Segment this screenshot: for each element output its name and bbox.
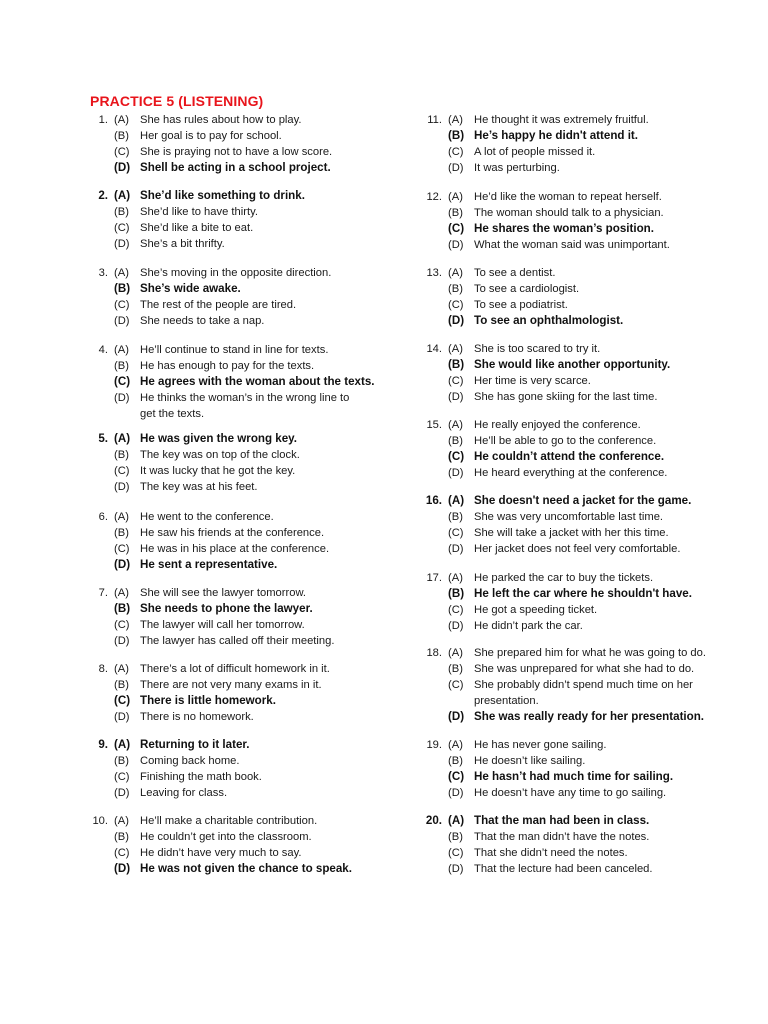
answer-option [420, 509, 750, 525]
option-text: The rest of the people are tired. [140, 299, 297, 311]
option-text: He parked the car to buy the tickets. [474, 572, 654, 584]
answer-option [86, 236, 416, 252]
option-text: She was really ready for her presentation. [474, 710, 705, 723]
option-text: She needs to phone the lawyer. [140, 602, 313, 615]
answer-option [86, 541, 416, 557]
option-text: She’d like to have thirty. [140, 206, 258, 218]
question-15 [420, 417, 750, 481]
answer-option [86, 479, 416, 495]
option-text: He’ll make a charitable contribution. [140, 815, 318, 827]
option-letter: (B) [448, 435, 463, 447]
option-text: He agrees with the woman about the texts. [140, 375, 375, 388]
answer-option-correct [86, 601, 416, 617]
option-letter: (A) [114, 432, 131, 445]
page-title: PRACTICE 5 (LISTENING) [90, 93, 264, 109]
question-10 [86, 813, 416, 877]
question-number: 11. [427, 114, 442, 126]
option-letter: (A) [448, 647, 463, 659]
option-continuation [86, 406, 416, 422]
question-1 [86, 112, 416, 176]
option-text: He went to the conference. [140, 511, 274, 523]
option-letter: (A) [448, 343, 463, 355]
option-letter: (B) [448, 831, 463, 843]
option-text: To see a cardiologist. [474, 283, 580, 295]
option-letter: (B) [114, 602, 131, 615]
option-letter: (D) [448, 314, 465, 327]
question-number: 15. [426, 419, 442, 431]
option-letter: (D) [114, 315, 130, 327]
question-number: 9. [98, 738, 108, 751]
answer-option-correct [86, 160, 416, 176]
option-letter: (A) [448, 494, 465, 507]
answer-option [420, 829, 750, 845]
option-text: He was in his place at the conference. [140, 543, 330, 555]
answer-option [86, 769, 416, 785]
option-text: That she didn’t need the notes. [474, 847, 628, 859]
option-letter: (A) [114, 114, 129, 126]
question-number: 2. [98, 189, 108, 202]
answer-option-correct [420, 221, 750, 237]
option-letter: (A) [448, 572, 463, 584]
answer-option [420, 861, 750, 877]
answer-option [420, 281, 750, 297]
question-number: 10. [92, 815, 108, 827]
option-letter: (D) [114, 711, 130, 723]
option-text: She will take a jacket with her this time. [474, 527, 669, 539]
option-letter: (C) [114, 771, 130, 783]
answer-option [86, 709, 416, 725]
option-text: The key was at his feet. [140, 481, 258, 493]
option-text: There are not very many exams in it. [140, 679, 322, 691]
question-number: 5. [98, 432, 108, 445]
option-continuation [420, 693, 750, 709]
option-letter: (A) [114, 511, 129, 523]
option-letter: (C) [448, 146, 464, 158]
answer-option [420, 465, 750, 481]
answer-option [420, 785, 750, 801]
option-text: He left the car where he shouldn't have. [474, 587, 692, 600]
option-text: He sent a representative. [140, 558, 278, 571]
answer-option [86, 447, 416, 463]
option-letter: (B) [448, 587, 465, 600]
answer-option [86, 220, 416, 236]
option-letter: (D) [114, 392, 130, 404]
option-letter: (B) [448, 207, 463, 219]
option-text: He has never gone sailing. [474, 739, 607, 751]
option-letter: (C) [114, 222, 130, 234]
option-text: There’s a lot of difficult homework in it. [140, 663, 330, 675]
option-text: Her time is very scarce. [474, 375, 591, 387]
option-text: She doesn't need a jacket for the game. [474, 494, 692, 507]
option-letter: (C) [114, 847, 130, 859]
answer-option [420, 541, 750, 557]
answer-option [420, 753, 750, 769]
option-text: He didn’t park the car. [474, 620, 583, 632]
option-text: He shares the woman’s position. [474, 222, 654, 235]
answer-option [86, 313, 416, 329]
option-text-continued: presentation. [474, 695, 539, 707]
option-letter: (C) [114, 619, 130, 631]
answer-option-correct [86, 861, 416, 877]
question-14 [420, 341, 750, 405]
option-letter: (C) [448, 375, 464, 387]
option-letter: (A) [114, 189, 131, 202]
answer-option-correct [86, 188, 416, 204]
answer-option [86, 829, 416, 845]
option-text: She was very uncomfortable last time. [474, 511, 664, 523]
question-6 [86, 509, 416, 573]
answer-option [420, 189, 750, 205]
option-text: He doesn’t have any time to go sailing. [474, 787, 667, 799]
option-letter: (B) [448, 755, 463, 767]
option-letter: (B) [114, 206, 129, 218]
question-20 [420, 813, 750, 877]
question-number: 20. [425, 814, 442, 827]
option-text: She’d like a bite to eat. [140, 222, 254, 234]
answer-option [86, 661, 416, 677]
option-text: Finishing the math book. [140, 771, 262, 783]
option-letter: (B) [448, 129, 465, 142]
option-text: It was perturbing. [474, 162, 560, 174]
answer-option [420, 389, 750, 405]
question-18 [420, 645, 750, 725]
answer-option [86, 297, 416, 313]
answer-option-correct [420, 769, 750, 785]
option-text: She was unprepared for what she had to do. [474, 663, 695, 675]
option-letter: (A) [448, 267, 463, 279]
answer-option [420, 265, 750, 281]
answer-option [86, 463, 416, 479]
option-text: She’s a bit thrifty. [140, 238, 225, 250]
option-text: That the man didn’t have the notes. [474, 831, 650, 843]
option-letter: (A) [114, 815, 129, 827]
option-letter: (D) [448, 391, 464, 403]
answer-option [420, 341, 750, 357]
answer-option [420, 570, 750, 586]
option-letter: (B) [448, 663, 463, 675]
option-letter: (D) [448, 787, 464, 799]
answer-option-correct [420, 449, 750, 465]
option-text: A lot of people missed it. [474, 146, 596, 158]
option-letter: (D) [114, 481, 130, 493]
option-text: Her jacket does not feel very comfortable. [474, 543, 681, 555]
answer-option [420, 373, 750, 389]
question-number: 13. [426, 267, 442, 279]
answer-option [86, 128, 416, 144]
answer-option-correct [420, 586, 750, 602]
option-text: He saw his friends at the conference. [140, 527, 325, 539]
option-letter: (C) [448, 847, 464, 859]
question-8 [86, 661, 416, 725]
option-text: She would like another opportunity. [474, 358, 671, 371]
answer-option [86, 358, 416, 374]
option-letter: (A) [448, 114, 463, 126]
option-letter: (C) [448, 527, 464, 539]
answer-option [86, 144, 416, 160]
option-text: To see an ophthalmologist. [474, 314, 624, 327]
answer-option [86, 112, 416, 128]
option-letter: (A) [448, 739, 463, 751]
answer-option-correct [86, 374, 416, 390]
option-text: He thought it was extremely fruitful. [474, 114, 649, 126]
answer-option [86, 390, 416, 406]
option-text: Shell be acting in a school project. [140, 161, 331, 174]
answer-option [86, 845, 416, 861]
option-letter: (A) [448, 814, 465, 827]
option-text: He really enjoyed the conference. [474, 419, 641, 431]
option-text: It was lucky that he got the key. [140, 465, 296, 477]
option-text: To see a podiatrist. [474, 299, 568, 311]
option-text: Leaving for class. [140, 787, 228, 799]
answer-option [86, 342, 416, 358]
answer-option [86, 617, 416, 633]
question-9 [86, 737, 416, 801]
answer-option [420, 433, 750, 449]
answer-option-correct [86, 431, 416, 447]
option-letter: (A) [114, 663, 129, 675]
answer-option [420, 737, 750, 753]
answer-option [420, 618, 750, 634]
option-text: He was not given the chance to speak. [140, 862, 352, 875]
option-letter: (D) [448, 620, 464, 632]
answer-option [86, 753, 416, 769]
answer-option [420, 677, 750, 693]
option-text: He has enough to pay for the texts. [140, 360, 315, 372]
option-text: Returning to it later. [140, 738, 250, 751]
option-letter: (A) [114, 738, 131, 751]
option-letter: (B) [114, 130, 129, 142]
answer-option-correct [420, 813, 750, 829]
option-letter: (B) [114, 282, 131, 295]
answer-option [86, 677, 416, 693]
answer-option-correct [420, 313, 750, 329]
option-letter: (C) [114, 465, 130, 477]
option-text: There is no homework. [140, 711, 254, 723]
option-letter: (A) [448, 419, 463, 431]
option-text: Coming back home. [140, 755, 240, 767]
question-16 [420, 493, 750, 557]
option-text: He’s happy he didn't attend it. [474, 129, 639, 142]
option-letter: (C) [448, 679, 464, 691]
answer-option [420, 525, 750, 541]
answer-option [420, 160, 750, 176]
option-letter: (C) [114, 375, 131, 388]
answer-option [86, 509, 416, 525]
option-text: There is little homework. [140, 694, 276, 707]
option-text: She will see the lawyer tomorrow. [140, 587, 307, 599]
option-letter: (D) [448, 467, 464, 479]
option-text: He got a speeding ticket. [474, 604, 598, 616]
answer-option [86, 633, 416, 649]
question-13 [420, 265, 750, 329]
option-letter: (B) [114, 755, 129, 767]
option-text: She’d like something to drink. [140, 189, 305, 202]
option-letter: (D) [448, 863, 464, 875]
question-number: 4. [98, 344, 108, 356]
option-letter: (B) [448, 511, 463, 523]
answer-option-correct [86, 557, 416, 573]
option-text: He couldn’t attend the conference. [474, 450, 665, 463]
option-text: She has rules about how to play. [140, 114, 302, 126]
option-text: She’s moving in the opposite direction. [140, 267, 332, 279]
option-text: He couldn’t get into the classroom. [140, 831, 312, 843]
answer-option [86, 585, 416, 601]
answer-option [420, 845, 750, 861]
answer-option [420, 112, 750, 128]
option-text: Her goal is to pay for school. [140, 130, 282, 142]
option-text: She’s wide awake. [140, 282, 241, 295]
answer-option-correct [86, 737, 416, 753]
option-letter: (D) [114, 635, 130, 647]
answer-option-correct [420, 357, 750, 373]
answer-option [420, 661, 750, 677]
question-number: 14. [426, 343, 442, 355]
question-number: 6. [98, 511, 108, 523]
answer-option [420, 602, 750, 618]
answer-option [86, 525, 416, 541]
option-text: What the woman said was unimportant. [474, 239, 670, 251]
option-text: That the man had been in class. [474, 814, 650, 827]
answer-option-correct [420, 493, 750, 509]
question-12 [420, 189, 750, 253]
option-text: She is too scared to try it. [474, 343, 601, 355]
option-letter: (D) [448, 710, 465, 723]
option-letter: (B) [114, 527, 129, 539]
option-letter: (B) [114, 679, 129, 691]
option-text: He thinks the woman’s in the wrong line to [140, 392, 350, 404]
option-text: He hasn’t had much time for sailing. [474, 770, 674, 783]
question-11 [420, 112, 750, 176]
option-text: That the lecture had been canceled. [474, 863, 653, 875]
option-letter: (D) [114, 161, 131, 174]
option-letter: (C) [114, 543, 130, 555]
option-text: He was given the wrong key. [140, 432, 297, 445]
question-number: 8. [98, 663, 108, 675]
option-text-continued: get the texts. [140, 408, 205, 420]
question-number: 3. [98, 267, 108, 279]
option-letter: (C) [448, 299, 464, 311]
option-letter: (B) [114, 360, 129, 372]
option-text: The woman should talk to a physician. [474, 207, 664, 219]
option-text: He doesn’t like sailing. [474, 755, 586, 767]
question-number: 19. [426, 739, 442, 751]
option-text: She has gone skiing for the last time. [474, 391, 658, 403]
option-letter: (D) [114, 238, 130, 250]
option-text: The key was on top of the clock. [140, 449, 300, 461]
option-text: She probably didn’t spend much time on her [474, 679, 693, 691]
question-number: 18. [426, 647, 442, 659]
option-letter: (D) [448, 543, 464, 555]
option-letter: (C) [448, 770, 465, 783]
option-letter: (B) [114, 449, 129, 461]
answer-option [420, 645, 750, 661]
option-letter: (D) [448, 162, 464, 174]
answer-option-correct [86, 693, 416, 709]
question-number: 7. [98, 587, 108, 599]
answer-option [86, 265, 416, 281]
answer-option [86, 785, 416, 801]
question-17 [420, 570, 750, 634]
answer-option [86, 813, 416, 829]
answer-option [420, 237, 750, 253]
option-text: She needs to take a nap. [140, 315, 265, 327]
option-text: She is praying not to have a low score. [140, 146, 333, 158]
answer-option-correct [86, 281, 416, 297]
question-number: 12. [426, 191, 442, 203]
option-letter: (C) [448, 604, 464, 616]
option-letter: (D) [114, 862, 131, 875]
answer-option [420, 417, 750, 433]
option-letter: (D) [114, 787, 130, 799]
option-letter: (A) [448, 191, 463, 203]
question-2 [86, 188, 416, 252]
question-4 [86, 342, 416, 422]
option-letter: (A) [114, 344, 129, 356]
option-letter: (D) [114, 558, 131, 571]
answer-option-correct [420, 128, 750, 144]
question-5 [86, 431, 416, 495]
answer-option-correct [420, 709, 750, 725]
question-number: 16. [425, 494, 442, 507]
option-text: He didn’t have very much to say. [140, 847, 302, 859]
option-letter: (A) [114, 267, 129, 279]
answer-option [420, 205, 750, 221]
option-text: To see a dentist. [474, 267, 556, 279]
answer-option [420, 297, 750, 313]
question-7 [86, 585, 416, 649]
answer-option [86, 204, 416, 220]
question-number: 1. [98, 114, 108, 126]
option-letter: (C) [114, 299, 130, 311]
option-text: He’ll be able to go to the conference. [474, 435, 657, 447]
option-text: He’ll continue to stand in line for texts. [140, 344, 329, 356]
option-letter: (C) [114, 146, 130, 158]
option-text: He’d like the woman to repeat herself. [474, 191, 662, 203]
answer-option [420, 144, 750, 160]
question-number: 17. [426, 572, 442, 584]
option-text: She prepared him for what he was going to do. [474, 647, 706, 659]
question-3 [86, 265, 416, 329]
option-letter: (A) [114, 587, 129, 599]
question-19 [420, 737, 750, 801]
option-text: The lawyer will call her tomorrow. [140, 619, 305, 631]
option-letter: (C) [448, 222, 465, 235]
option-letter: (D) [448, 239, 464, 251]
option-letter: (C) [114, 694, 131, 707]
option-letter: (B) [448, 358, 465, 371]
option-text: He heard everything at the conference. [474, 467, 668, 479]
option-letter: (B) [448, 283, 463, 295]
option-letter: (C) [448, 450, 465, 463]
option-text: The lawyer has called off their meeting. [140, 635, 335, 647]
option-letter: (B) [114, 831, 129, 843]
